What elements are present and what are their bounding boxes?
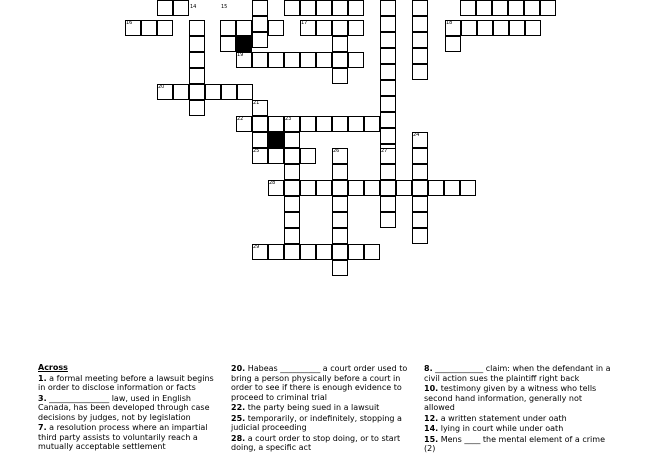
grid-cell[interactable] [477,20,493,36]
clue-item: 22. the party being sued in a lawsuit [231,403,380,412]
grid-cell[interactable] [268,116,284,132]
grid-cell[interactable] [300,116,316,132]
grid-cell[interactable] [380,0,396,16]
clue-number: 15 [221,4,228,10]
grid-cell[interactable] [300,0,316,16]
grid-cell[interactable] [189,20,205,36]
grid-cell[interactable] [380,48,396,64]
grid-cell[interactable] [364,180,380,196]
clue-number: 17 [301,20,308,26]
grid-cell[interactable] [412,32,428,48]
grid-cell[interactable] [284,164,300,180]
grid-cell[interactable] [237,84,253,100]
clue-number: 22 [237,116,244,122]
grid-cell[interactable] [509,20,525,36]
clue-number: 18 [446,20,453,26]
grid-cell[interactable] [380,96,396,112]
black-square [268,132,284,148]
grid-cell[interactable] [189,68,205,84]
clue-number: 26 [333,148,340,154]
grid-cell[interactable] [460,180,476,196]
grid-cell[interactable] [364,116,380,132]
grid-cell[interactable] [332,212,348,228]
clue-column-3 [424,363,614,454]
grid-cell[interactable] [141,20,157,36]
grid-cell[interactable] [332,244,348,260]
clue-number: 24 [413,132,420,138]
clue-item: 3. _______________ law, used in English Canada, has been developed through case decisions by judges, not by legislation [38,393,210,422]
clue-number: 25 [253,148,260,154]
grid-cell[interactable] [189,52,205,68]
grid-cell[interactable] [157,20,173,36]
clue-item: 25. temporarily, or indefinitely, stopping a judicial proceeding [231,413,402,432]
grid-cell[interactable] [412,148,428,164]
grid-cell[interactable] [348,244,364,260]
clue-item: 12. a written statement under oath [424,413,567,423]
grid-cell[interactable] [380,196,396,212]
clue-number: 16 [126,20,133,26]
grid-cell[interactable] [252,116,268,132]
grid-cell[interactable] [412,48,428,64]
grid-cell[interactable] [284,132,300,148]
clue-number: 19 [237,52,244,58]
grid-cell[interactable] [332,52,348,68]
grid-cell[interactable] [284,196,300,212]
grid-cell[interactable] [332,228,348,244]
clue-item: 14. lying in court while under oath [424,424,564,433]
grid-cell[interactable] [412,16,428,32]
grid-cell[interactable] [412,0,428,16]
clue-number: 27 [381,148,388,154]
grid-cell[interactable] [252,32,268,48]
clue-number: 28 [269,180,276,186]
clue-item: 1. a formal meeting before a lawsuit begins in order to disclose information or facts [38,373,214,392]
grid-cell[interactable] [380,212,396,228]
grid-cell[interactable] [189,84,205,100]
grid-cell[interactable] [268,20,284,36]
grid-cell[interactable] [476,0,492,16]
grid-cell[interactable] [316,180,332,196]
grid-cell[interactable] [380,112,396,128]
grid-cell[interactable] [332,196,348,212]
grid-cell[interactable] [300,148,316,164]
grid-cell[interactable] [444,180,460,196]
grid-cell[interactable] [332,68,348,84]
grid-cell[interactable] [380,32,396,48]
grid-cell[interactable] [412,64,428,80]
clue-number: 29 [253,244,260,250]
grid-cell[interactable] [316,52,332,68]
grid-cell[interactable] [445,36,461,52]
grid-cell[interactable] [284,244,300,260]
grid-cell[interactable] [460,0,476,16]
clue-item: 8. ____________ claim: when the defendant in a civil action sues the plaintiff right back [424,364,611,383]
grid-cell[interactable] [332,36,348,52]
grid-cell[interactable] [268,244,284,260]
grid-cell[interactable] [348,116,364,132]
clue-item: 28. a court order to stop doing, or to start doing, a specific act [231,433,401,452]
black-square [236,36,252,52]
grid-cell[interactable] [380,16,396,32]
grid-cell[interactable] [300,244,316,260]
grid-cell[interactable] [268,52,284,68]
grid-cell[interactable] [300,52,316,68]
grid-cell[interactable] [332,180,348,196]
grid-cell[interactable] [348,20,364,36]
grid-cell[interactable] [284,0,300,16]
grid-cell[interactable] [252,16,268,32]
grid-cell[interactable] [316,116,332,132]
grid-cell[interactable] [221,84,237,100]
grid-cell[interactable] [380,180,396,196]
grid-cell[interactable] [189,100,205,116]
clue-item: 20. Habeas __________ a court order used to bring a person physically before a court in order to see if there is enough evidence to proceed to criminal trial [231,364,408,402]
grid-cell[interactable] [316,244,332,260]
grid-cell[interactable] [412,228,428,244]
grid-cell[interactable] [220,20,236,36]
grid-cell[interactable] [252,52,268,68]
grid-cell[interactable] [412,180,428,196]
grid-cell[interactable] [348,180,364,196]
grid-cell[interactable] [316,20,332,36]
clue-number: 23 [285,116,292,122]
grid-cell[interactable] [284,180,300,196]
grid-cell[interactable] [332,116,348,132]
grid-cell[interactable] [284,148,300,164]
grid-cell[interactable] [252,0,268,16]
grid-cell[interactable] [412,212,428,228]
grid-cell[interactable] [205,84,221,100]
grid-cell[interactable] [348,0,364,16]
grid-cell[interactable] [525,20,541,36]
grid-cell[interactable] [332,0,348,16]
grid-cell[interactable] [364,244,380,260]
grid-cell[interactable] [412,164,428,180]
grid-cell[interactable] [252,132,268,148]
grid-cell[interactable] [461,20,477,36]
grid-cell[interactable] [428,180,444,196]
clue-item: 7. a resolution process where an impartial third party assists to voluntarily reach a mutually acceptable settlement [38,423,208,451]
grid-cell[interactable] [524,0,540,16]
clue-list [0,360,650,453]
grid-cell[interactable] [508,0,524,16]
grid-cell[interactable] [380,80,396,96]
grid-cell[interactable] [236,20,252,36]
grid-cell[interactable] [380,64,396,80]
grid-cell[interactable] [268,148,284,164]
clue-number: 14 [190,4,197,10]
grid-cell[interactable] [316,0,332,16]
across-heading: Across [38,363,68,372]
clue-column-2 [231,363,411,453]
grid-cell[interactable] [493,20,509,36]
grid-cell[interactable] [332,260,348,276]
grid-cell[interactable] [492,0,508,16]
grid-cell[interactable] [332,164,348,180]
grid-cell[interactable] [189,36,205,52]
grid-cell[interactable] [173,84,189,100]
clue-number: 20 [158,84,165,90]
grid-cell[interactable] [332,20,348,36]
grid-cell[interactable] [348,52,364,68]
grid-cell[interactable] [540,0,556,16]
grid-cell[interactable] [412,196,428,212]
clue-item: 10. testimony given by a witness who tells second hand information, generally not allowed [424,384,597,412]
grid-cell[interactable] [396,180,412,196]
clue-column-1 [38,363,216,452]
grid-cell[interactable] [157,0,173,16]
grid-cell[interactable] [220,36,236,52]
grid-cell[interactable] [284,212,300,228]
grid-cell[interactable] [380,128,396,144]
grid-cell[interactable] [380,164,396,180]
grid-cell[interactable] [300,180,316,196]
clue-number: 21 [253,100,260,106]
grid-cell[interactable] [284,52,300,68]
clue-item: 15. Mens ____ the mental element of a crime (2) [424,434,605,453]
grid-cell[interactable] [173,0,189,16]
grid-cell[interactable] [284,228,300,244]
